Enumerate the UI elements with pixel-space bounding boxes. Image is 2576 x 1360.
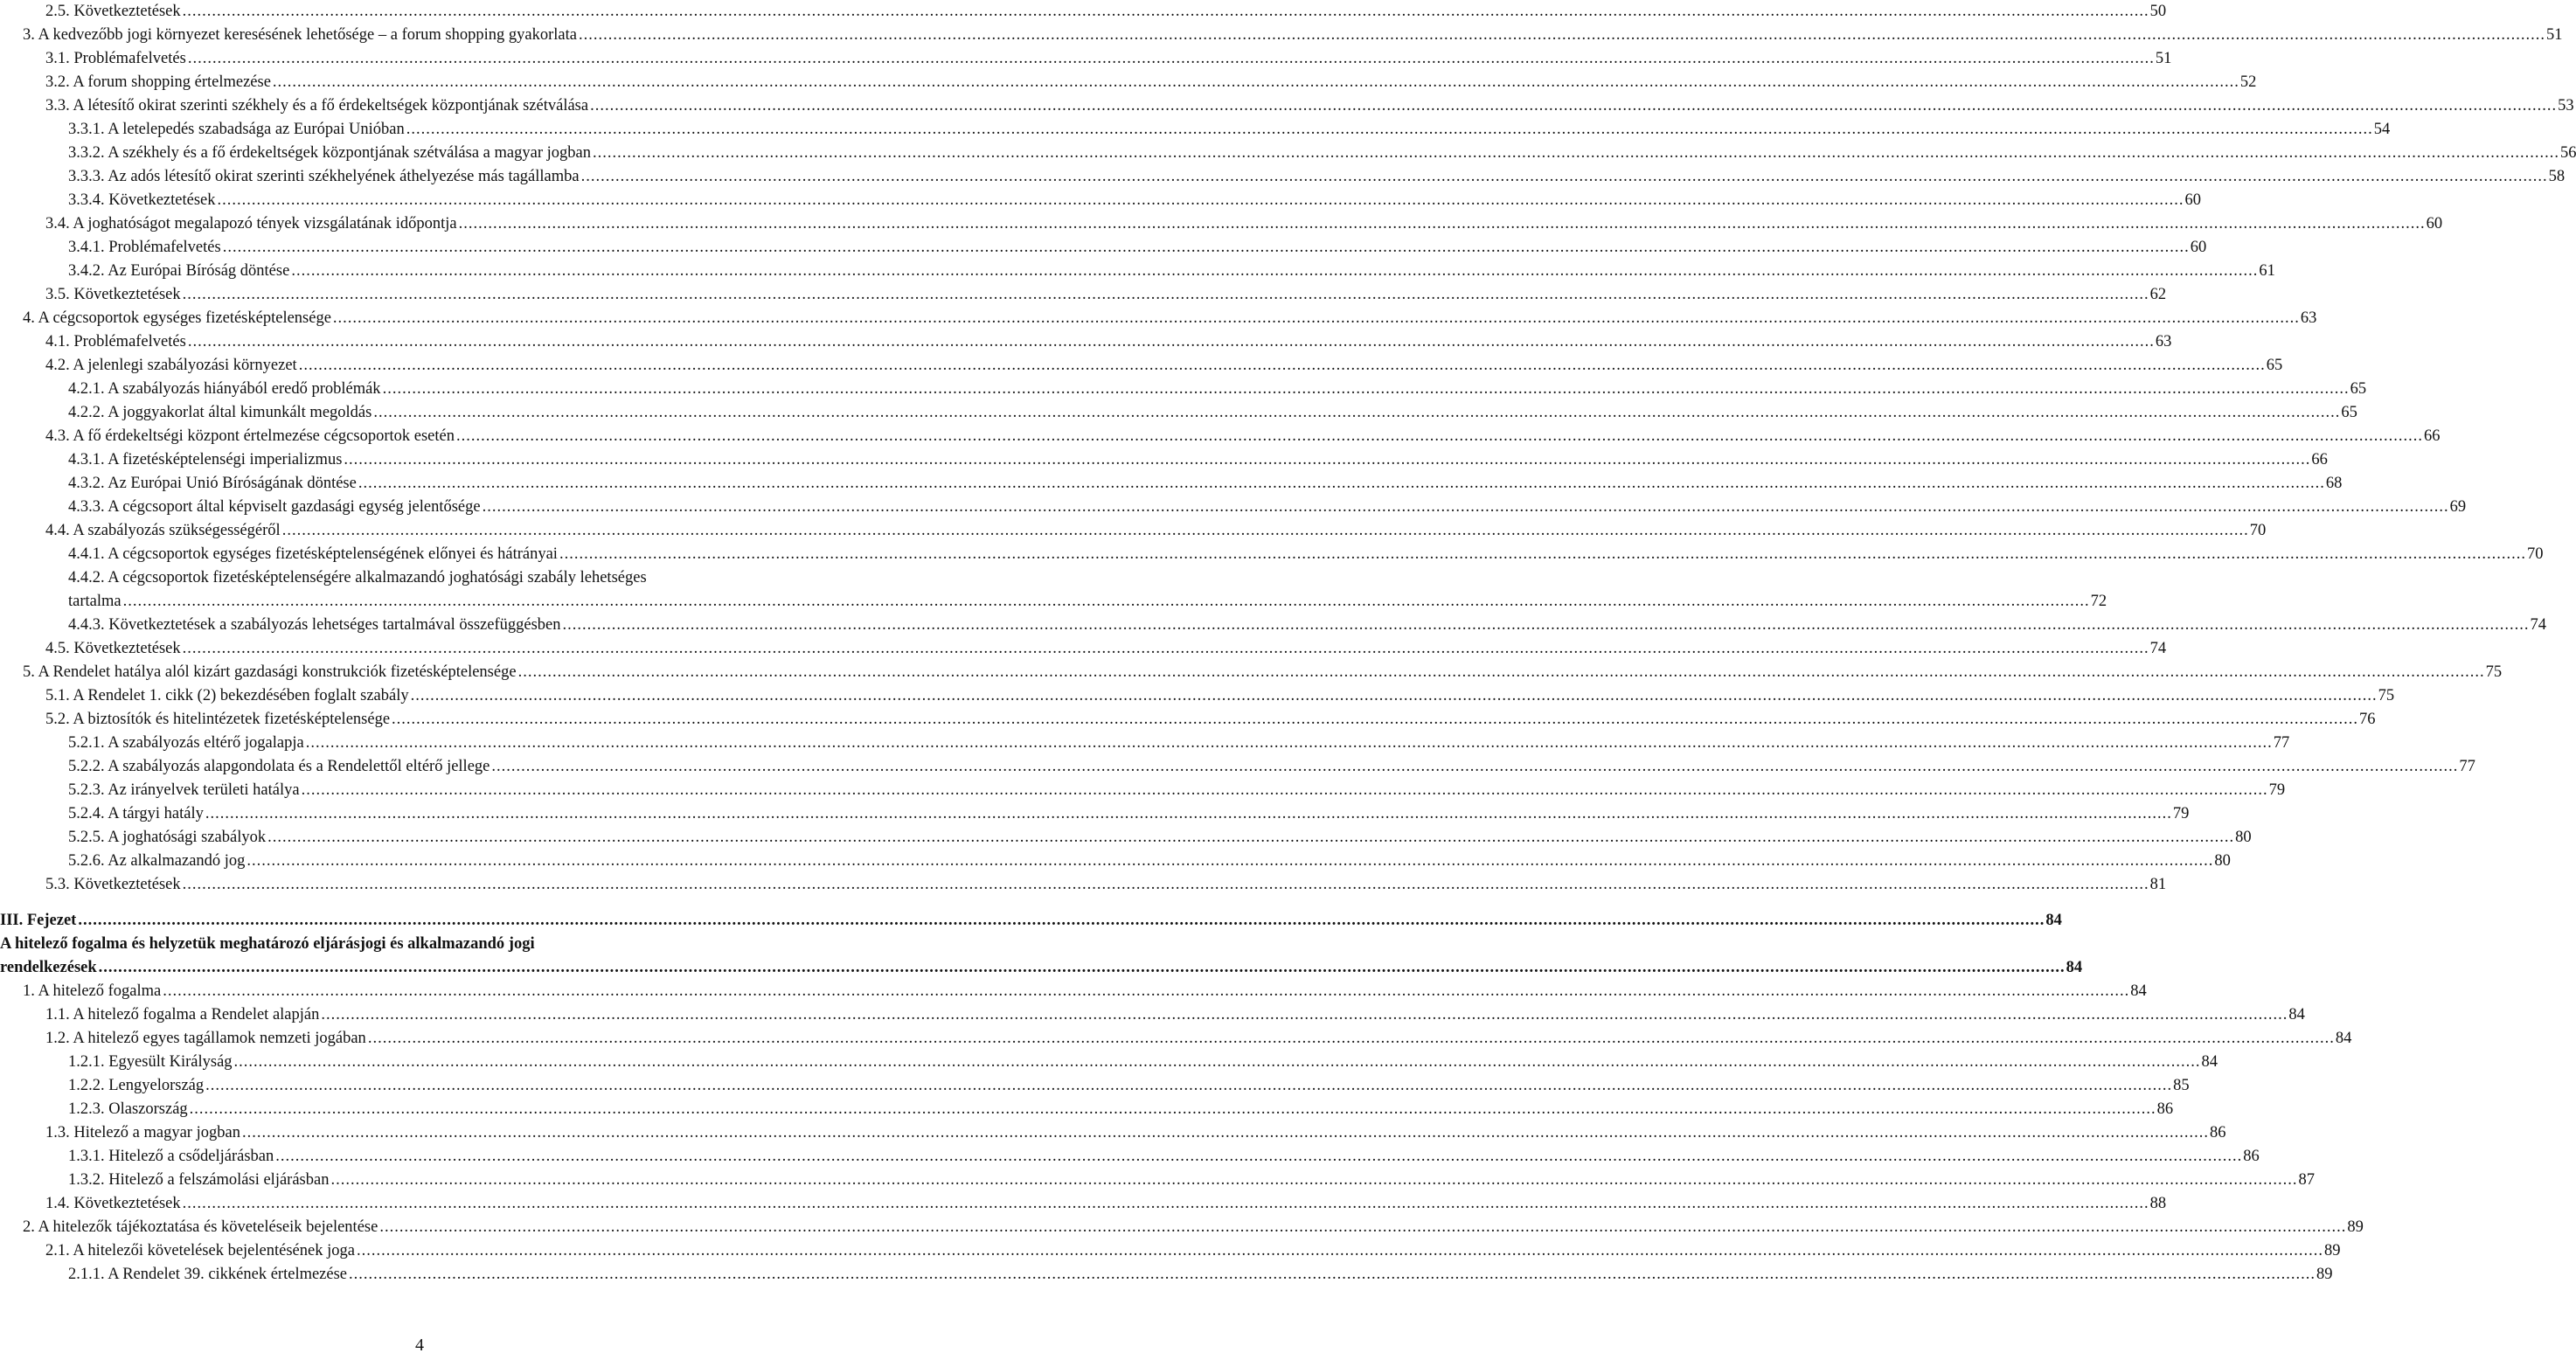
toc-entry-page: 63 (2300, 307, 2317, 330)
toc-entry[interactable] (0, 826, 2252, 850)
toc-entry-page: 54 (2373, 118, 2391, 142)
toc-entry[interactable] (0, 708, 2376, 732)
toc-entry-page: 69 (2449, 496, 2467, 519)
dot-leader: ................................................................................................................................................................................................................................................................................................................................................................................................................ (222, 239, 2190, 256)
toc-entry-page: 76 (2358, 708, 2376, 732)
toc-entry-title: 4.2.2. A joggyakorlat által kimunkált megoldás (68, 401, 373, 425)
toc-entry[interactable] (0, 307, 2317, 330)
toc-entry-page: 72 (2090, 590, 2107, 614)
toc-entry-page: 80 (2234, 826, 2252, 850)
toc-entry-page: 84 (2045, 909, 2062, 933)
toc-entry-page: 65 (2350, 378, 2367, 401)
toc-entry-page: 50 (2149, 0, 2167, 24)
dot-leader: ................................................................................................................................................................................................................................................................................................................................................................................................................ (291, 262, 2259, 280)
toc-entry-title: 1.2.3. Olaszország (68, 1098, 190, 1121)
dot-leader: ................................................................................................................................................................................................................................................................................................................................................................................................................ (305, 734, 2273, 752)
toc-entry-page: 86 (2156, 1098, 2174, 1121)
toc-entry[interactable] (0, 1074, 2190, 1098)
toc-entry-page: 65 (2340, 401, 2357, 425)
toc-entry[interactable] (0, 47, 2172, 71)
toc-entry[interactable] (0, 873, 2167, 897)
dot-leader: ................................................................................................................................................................................................................................................................................................................................................................................................................ (590, 97, 2558, 114)
dot-leader: ................................................................................................................................................................................................................................................................................................................................................................................................................ (205, 1077, 2173, 1094)
toc-entry-page: 51 (2545, 24, 2563, 47)
dot-leader: ................................................................................................................................................................................................................................................................................................................................................................................................................ (392, 711, 2359, 728)
toc-entry-page: 66 (2423, 425, 2441, 448)
toc-entry-title: 1.4. Következtetések (45, 1192, 183, 1216)
toc-entry-title: 5.2. A biztosítók és hitelintézetek fizetésképtelensége (45, 708, 392, 732)
toc-entry-page: 62 (2149, 283, 2167, 307)
toc-entry[interactable] (0, 189, 2201, 212)
dot-leader: ................................................................................................................................................................................................................................................................................................................................................................................................................ (187, 50, 2155, 67)
toc-entry-title: 5.3. Következtetések (45, 873, 183, 897)
dot-leader: ................................................................................................................................................................................................................................................................................................................................................................................................................ (163, 982, 2130, 1000)
dot-leader: ................................................................................................................................................................................................................................................................................................................................................................................................................ (373, 404, 2341, 421)
toc-entry-title: 3.4.1. Problémafelvetés (68, 236, 223, 260)
toc-entry[interactable] (0, 980, 2147, 1003)
toc-entry-page: 84 (2201, 1051, 2218, 1074)
toc-entry-page: 70 (2526, 543, 2544, 566)
dot-leader: ................................................................................................................................................................................................................................................................................................................................................................................................................ (122, 593, 2090, 610)
toc-entry-title-line: 4.4.2. A cégcsoportok fizetésképtelenségére alkalmazandó joghatósági szabály lehetséges (68, 569, 647, 586)
toc-entry-title: 3.3.4. Következtetések (68, 189, 218, 212)
toc-entry-title: 5.2.6. Az alkalmazandó jog (68, 850, 246, 873)
toc-entry[interactable] (0, 1192, 2167, 1216)
toc-entry[interactable] (0, 378, 2367, 401)
toc-entry-page: 80 (2213, 850, 2231, 873)
toc-entry-title-line: A hitelező fogalma és helyzetük meghatározó eljárásjogi és alkalmazandó jogi (0, 935, 535, 953)
dot-leader: ................................................................................................................................................................................................................................................................................................................................................................................................................ (344, 451, 2311, 468)
toc-entry-title: 2.1.1. A Rendelet 39. cikkének értelmezése (68, 1263, 349, 1287)
dot-leader: ................................................................................................................................................................................................................................................................................................................................................................................................................ (298, 357, 2266, 374)
dot-leader: ................................................................................................................................................................................................................................................................................................................................................................................................................ (182, 640, 2149, 657)
toc-entry-page: 75 (2378, 684, 2395, 708)
toc-entry-title: 3.4. A joghatóságot megalapozó tények vizsgálatának időpontja (45, 212, 459, 236)
dot-leader: ................................................................................................................................................................................................................................................................................................................................................................................................................ (246, 852, 2214, 870)
toc-entry-page: 60 (2184, 189, 2202, 212)
toc-entry-page: 84 (2129, 980, 2147, 1003)
toc-entry-page: 65 (2266, 354, 2283, 378)
dot-leader: ................................................................................................................................................................................................................................................................................................................................................................................................................ (241, 1124, 2209, 1141)
toc-entry-title: III. Fejezet (0, 909, 78, 933)
toc-entry-title: 4.1. Problémafelvetés (45, 330, 188, 354)
toc-entry-page: 51 (2155, 47, 2172, 71)
toc-entry[interactable] (0, 637, 2167, 661)
toc-entry-page: 61 (2258, 260, 2275, 283)
toc-entry-page: 60 (2426, 212, 2443, 236)
toc-entry-page: 85 (2172, 1074, 2190, 1098)
toc-entry-title: 3.5. Következtetések (45, 283, 183, 307)
dot-leader: ................................................................................................................................................................................................................................................................................................................................................................................................................ (182, 3, 2149, 20)
toc-entry-page: 52 (2239, 71, 2257, 94)
dot-leader: ................................................................................................................................................................................................................................................................................................................................................................................................................ (482, 498, 2449, 516)
toc-entry[interactable] (0, 732, 2290, 755)
dot-leader: ................................................................................................................................................................................................................................................................................................................................................................................................................ (356, 1242, 2323, 1259)
toc-entry[interactable] (0, 330, 2172, 354)
toc-entry[interactable] (0, 425, 2441, 448)
toc-entry[interactable] (0, 1239, 2341, 1263)
toc-entry[interactable] (0, 1263, 2333, 1287)
dot-leader: ................................................................................................................................................................................................................................................................................................................................................................................................................ (98, 959, 2066, 976)
dot-leader: ................................................................................................................................................................................................................................................................................................................................................................................................................ (301, 781, 2268, 799)
toc-entry[interactable] (0, 1003, 2305, 1027)
toc-entry-title: 4.3.2. Az Európai Unió Bíróságának döntése (68, 472, 358, 496)
dot-leader: ................................................................................................................................................................................................................................................................................................................................................................................................................ (410, 687, 2378, 704)
toc-entry-page: 79 (2172, 802, 2190, 826)
toc-entry[interactable] (0, 448, 2328, 472)
dot-leader: ................................................................................................................................................................................................................................................................................................................................................................................................................ (182, 286, 2149, 303)
toc-entry-page: 84 (2335, 1027, 2352, 1051)
dot-leader: ................................................................................................................................................................................................................................................................................................................................................................................................................ (182, 1195, 2149, 1212)
toc-entry[interactable] (0, 661, 2503, 684)
toc-entry-title: 4.5. Következtetések (45, 637, 183, 661)
toc-entry-page: 77 (2458, 755, 2475, 779)
toc-entry[interactable] (0, 755, 2475, 779)
toc-entry-title: rendelkezések (0, 956, 99, 980)
toc-entry[interactable] (0, 614, 2547, 637)
dot-leader: ................................................................................................................................................................................................................................................................................................................................................................................................................ (281, 522, 2249, 539)
toc-entry[interactable] (0, 566, 2107, 614)
toc-entry[interactable] (0, 283, 2167, 307)
toc-entry[interactable] (0, 71, 2257, 94)
toc-entry-page: 89 (2316, 1263, 2333, 1287)
toc-entry-page: 84 (2066, 956, 2083, 980)
toc-entry[interactable] (0, 94, 2574, 118)
dot-leader: ................................................................................................................................................................................................................................................................................................................................................................................................................ (78, 912, 2045, 929)
toc-entry-title: 1.3.2. Hitelező a felszámolási eljárásban (68, 1169, 330, 1192)
dot-leader: ................................................................................................................................................................................................................................................................................................................................................................................................................ (272, 73, 2239, 91)
toc-entry[interactable] (0, 850, 2231, 873)
dot-leader: ................................................................................................................................................................................................................................................................................................................................................................................................................ (205, 805, 2172, 822)
toc-entry[interactable] (0, 236, 2207, 260)
dot-leader: ................................................................................................................................................................................................................................................................................................................................................................................................................ (379, 1218, 2347, 1236)
dot-leader: ................................................................................................................................................................................................................................................................................................................................................................................................................ (455, 427, 2423, 445)
dot-leader: ................................................................................................................................................................................................................................................................................................................................................................................................................ (217, 191, 2184, 209)
toc-entry-title: 4.4.1. A cégcsoportok egységes fizetésképtelenségének előnyei és hátrányai (68, 543, 559, 566)
toc-entry-title: tartalma (68, 590, 123, 614)
toc-entry-title: 2.5. Következtetések (45, 0, 183, 24)
toc-entry-title: 4.2. A jelenlegi szabályozási környezet (45, 354, 299, 378)
toc-entry-title: 5.2.2. A szabályozás alapgondolata és a Rendelettől eltérő jellege (68, 755, 491, 779)
toc-entry[interactable] (0, 142, 2576, 165)
toc-entry[interactable] (0, 1121, 2226, 1145)
dot-leader: ................................................................................................................................................................................................................................................................................................................................................................................................................ (382, 380, 2350, 398)
page-number: 4 (415, 1336, 424, 1355)
toc-entry-title: 5.1. A Rendelet 1. cikk (2) bekezdésében foglalt szabály (45, 684, 411, 708)
toc-entry-page: 89 (2346, 1216, 2364, 1239)
toc-entry-page: 60 (2190, 236, 2207, 260)
toc-entry-title: 2. A hitelezők tájékoztatása és követeléseik bejelentése (23, 1216, 379, 1239)
dot-leader: ................................................................................................................................................................................................................................................................................................................................................................................................................ (491, 758, 2459, 775)
toc-entry-page: 56 (2559, 142, 2576, 165)
toc-entry[interactable] (0, 401, 2357, 425)
toc-entry-title: 3.4.2. Az Európai Bíróság döntése (68, 260, 291, 283)
toc-entry[interactable] (0, 1027, 2352, 1051)
toc-entry-title: 3.3.2. A székhely és a fő érdekeltségek központjának szétválása a magyar jogban (68, 142, 593, 165)
toc-entry[interactable] (0, 1216, 2364, 1239)
toc-entry-page: 74 (2149, 637, 2167, 661)
toc-entry-title: 4.4. A szabályozás szükségességéről (45, 519, 282, 543)
toc-entry[interactable] (0, 933, 2083, 980)
toc-entry-title: 3.3.1. A letelepedés szabadsága az Európai Unióban (68, 118, 406, 142)
dot-leader: ................................................................................................................................................................................................................................................................................................................................................................................................................ (562, 616, 2530, 634)
toc-entry-title: 4.3.1. A fizetésképtelenségi imperializmus (68, 448, 344, 472)
toc-entry[interactable] (0, 802, 2190, 826)
toc-entry-page: 88 (2149, 1192, 2167, 1216)
toc-entry[interactable] (0, 118, 2391, 142)
toc-entry-title: 5.2.1. A szabályozás eltérő jogalapja (68, 732, 306, 755)
toc-entry-title: 3.1. Problémafelvetés (45, 47, 188, 71)
dot-leader: ................................................................................................................................................................................................................................................................................................................................................................................................................ (267, 829, 2235, 846)
toc-entry-page: 74 (2530, 614, 2547, 637)
toc-entry-title: 5. A Rendelet hatálya alól kizárt gazdasági konstrukciók fizetésképtelensége (23, 661, 518, 684)
toc-entry-title: 4.3. A fő érdekeltségi központ értelmezése cégcsoportok esetén (45, 425, 456, 448)
toc-entry-title: 5.2.3. Az irányelvek területi hatálya (68, 779, 302, 802)
dot-leader: ................................................................................................................................................................................................................................................................................................................................................................................................................ (358, 475, 2325, 492)
dot-leader: ................................................................................................................................................................................................................................................................................................................................................................................................................ (233, 1053, 2201, 1071)
toc-entry-title: 4.4.3. Következtetések a szabályozás lehetséges tartalmával összefüggésben (68, 614, 563, 637)
toc-entry-page: 63 (2155, 330, 2172, 354)
toc-entry-page: 86 (2242, 1145, 2260, 1169)
toc-entry-title: 3.3.3. Az adós létesítő okirat szerinti székhelyének áthelyezése más tagállamba (68, 165, 581, 189)
dot-leader: ................................................................................................................................................................................................................................................................................................................................................................................................................ (559, 545, 2526, 563)
dot-leader: ................................................................................................................................................................................................................................................................................................................................................................................................................ (330, 1171, 2298, 1189)
toc-entry-title: 5.2.4. A tárgyi hatály (68, 802, 205, 826)
toc-entry-title: 1.3.1. Hitelező a csődeljárásban (68, 1145, 275, 1169)
toc-entry-title: 1.2. A hitelező egyes tagállamok nemzeti jogában (45, 1027, 368, 1051)
toc-entry-page: 58 (2548, 165, 2566, 189)
toc-entry[interactable] (0, 260, 2275, 283)
dot-leader: ................................................................................................................................................................................................................................................................................................................................................................................................................ (580, 168, 2548, 185)
toc-entry[interactable] (0, 354, 2283, 378)
toc-entry[interactable] (0, 24, 2563, 47)
toc-entry[interactable] (0, 1169, 2315, 1192)
toc-entry[interactable] (0, 1098, 2174, 1121)
toc-entry-page: 84 (2288, 1003, 2305, 1027)
toc-entry[interactable] (0, 472, 2343, 496)
toc-entry-page: 89 (2323, 1239, 2341, 1263)
toc-entry[interactable] (0, 519, 2267, 543)
dot-leader: ................................................................................................................................................................................................................................................................................................................................................................................................................ (517, 663, 2485, 681)
toc-entry[interactable] (0, 1051, 2218, 1074)
toc-entry-page: 86 (2209, 1121, 2226, 1145)
toc-entry[interactable] (0, 909, 2062, 933)
toc-entry-page: 87 (2297, 1169, 2315, 1192)
dot-leader: ................................................................................................................................................................................................................................................................................................................................................................................................................ (332, 309, 2300, 327)
toc-entry-title: 4.2.1. A szabályozás hiányából eredő problémák (68, 378, 383, 401)
toc-entry-title: 1. A hitelező fogalma (23, 980, 163, 1003)
toc-entry-title: 3.3. A létesítő okirat szerinti székhely és a fő érdekeltségek központjának szétválása (45, 94, 590, 118)
toc-entry-title: 5.2.5. A joghatósági szabályok (68, 826, 267, 850)
toc-entry-page: 70 (2249, 519, 2267, 543)
toc-entry[interactable] (0, 165, 2566, 189)
toc-entry[interactable] (0, 684, 2395, 708)
toc-entry-title: 2.1. A hitelezői követelések bejelentésének joga (45, 1239, 357, 1263)
dot-leader: ................................................................................................................................................................................................................................................................................................................................................................................................................ (458, 215, 2426, 232)
toc-entry-title: 4. A cégcsoportok egységes fizetésképtelensége (23, 307, 333, 330)
toc-entry-page: 79 (2268, 779, 2286, 802)
toc-entry-title: 4.3.3. A cégcsoport által képviselt gazdasági egység jelentősége (68, 496, 483, 519)
dot-leader: ................................................................................................................................................................................................................................................................................................................................................................................................................ (187, 333, 2155, 350)
dot-leader: ................................................................................................................................................................................................................................................................................................................................................................................................................ (349, 1266, 2316, 1283)
dot-leader: ................................................................................................................................................................................................................................................................................................................................................................................................................ (406, 121, 2373, 138)
toc-entry-page: 81 (2149, 873, 2167, 897)
toc-entry[interactable] (0, 0, 2167, 24)
dot-leader: ................................................................................................................................................................................................................................................................................................................................................................................................................ (189, 1100, 2156, 1118)
toc-entry-page: 77 (2273, 732, 2290, 755)
toc-entry-title: 1.3. Hitelező a magyar jogban (45, 1121, 242, 1145)
dot-leader: ................................................................................................................................................................................................................................................................................................................................................................................................................ (592, 144, 2559, 162)
dot-leader: ................................................................................................................................................................................................................................................................................................................................................................................................................ (321, 1006, 2288, 1023)
toc-entry-page: 53 (2557, 94, 2574, 118)
toc-entry-title: 3. A kedvezőbb jogi környezet keresésének lehetősége – a forum shopping gyakorlata (23, 24, 579, 47)
section-gap (0, 897, 839, 909)
toc-entry[interactable] (0, 779, 2286, 802)
dot-leader: ................................................................................................................................................................................................................................................................................................................................................................................................................ (578, 26, 2545, 44)
toc-entry-page: 66 (2310, 448, 2328, 472)
toc-entry-page: 75 (2485, 661, 2503, 684)
toc-entry-title: 1.2.2. Lengyelország (68, 1074, 205, 1098)
toc-entry[interactable] (0, 1145, 2260, 1169)
dot-leader: ................................................................................................................................................................................................................................................................................................................................................................................................................ (182, 876, 2149, 893)
toc-entry[interactable] (0, 212, 2443, 236)
toc-entry-page: 68 (2325, 472, 2343, 496)
dot-leader: ................................................................................................................................................................................................................................................................................................................................................................................................................ (367, 1030, 2335, 1047)
toc-entry-title: 1.2.1. Egyesült Királyság (68, 1051, 234, 1074)
toc-entry-title: 1.1. A hitelező fogalma a Rendelet alapján (45, 1003, 321, 1027)
toc-entry[interactable] (0, 543, 2544, 566)
dot-leader: ................................................................................................................................................................................................................................................................................................................................................................................................................ (275, 1148, 2243, 1165)
toc-entry[interactable] (0, 496, 2467, 519)
toc-entry-title: 3.2. A forum shopping értelmezése (45, 71, 273, 94)
